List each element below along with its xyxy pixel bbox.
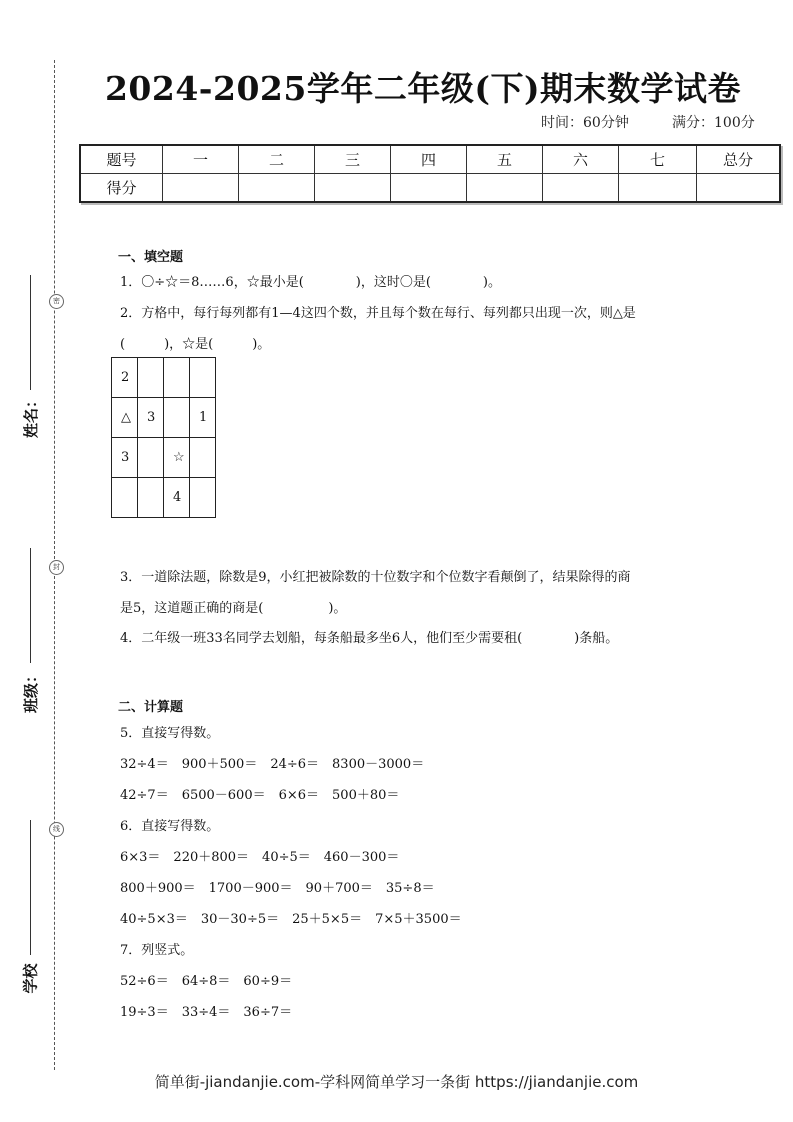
question-7-row-1: 52÷6＝ 64÷8＝ 60÷9＝ bbox=[120, 974, 293, 989]
score-table-score-row bbox=[80, 174, 780, 203]
score-cell[interactable] bbox=[239, 174, 315, 203]
question-2-line-2: ( )，☆是( )。 bbox=[120, 337, 271, 352]
school-label: 学校 bbox=[21, 963, 40, 994]
grid-cell: 3 bbox=[138, 398, 164, 438]
question-7-row-2: 19÷3＝ 33÷4＝ 36÷7＝ bbox=[120, 1005, 293, 1020]
score-cell[interactable] bbox=[163, 174, 239, 203]
grid-cell bbox=[112, 478, 138, 518]
question-5-row-2: 42÷7＝ 6500－600＝ 6×6＝ 500＋80＝ bbox=[120, 788, 400, 803]
score-cell[interactable] bbox=[543, 174, 619, 203]
score-col-6: 六 bbox=[543, 145, 619, 174]
section-2-heading: 二、计算题 bbox=[118, 700, 184, 715]
grid-cell bbox=[190, 358, 216, 398]
grid-cell: 4 bbox=[164, 478, 190, 518]
score-cell[interactable] bbox=[391, 174, 467, 203]
score-col-2: 二 bbox=[239, 145, 315, 174]
score-header-label: 题号 bbox=[80, 145, 163, 174]
name-blank-line bbox=[30, 275, 31, 390]
grid-row bbox=[112, 478, 216, 518]
question-5: 5．直接写得数。 bbox=[120, 726, 220, 741]
question-5-row-1: 32÷4＝ 900＋500＝ 24÷6＝ 8300－3000＝ bbox=[120, 757, 425, 772]
question-1: 1．〇÷☆＝8……6，☆最小是( )，这时〇是( )。 bbox=[120, 275, 501, 290]
school-blank-line bbox=[30, 820, 31, 955]
question-2-line-1: 2．方格中，每行每列都有1—4这四个数，并且每个数在每行、每列都只出现一次，则△是 bbox=[120, 306, 636, 321]
score-cell[interactable] bbox=[619, 174, 697, 203]
question-6-row-1: 6×3＝ 220＋800＝ 40÷5＝ 460－300＝ bbox=[120, 850, 400, 865]
exam-time: 时间：60分钟 bbox=[541, 115, 629, 131]
question-4: 4．二年级一班33名同学去划船，每条船最多坐6人，他们至少需要租( )条船。 bbox=[120, 631, 619, 646]
grid-cell: ☆ bbox=[164, 438, 190, 478]
grid-cell bbox=[164, 398, 190, 438]
question-6-row-3: 40÷5×3＝ 30－30÷5＝ 25＋5×5＝ 7×5＋3500＝ bbox=[120, 912, 462, 927]
grid-cell bbox=[138, 438, 164, 478]
class-label: 班级： bbox=[22, 667, 41, 714]
seal-mark-feng: 封 bbox=[49, 560, 64, 575]
grid-cell: 2 bbox=[112, 358, 138, 398]
score-col-7: 七 bbox=[619, 145, 697, 174]
score-col-5: 五 bbox=[467, 145, 543, 174]
score-col-1: 一 bbox=[163, 145, 239, 174]
grid-cell bbox=[164, 358, 190, 398]
score-col-4: 四 bbox=[391, 145, 467, 174]
score-cell[interactable] bbox=[315, 174, 391, 203]
grid-cell bbox=[190, 478, 216, 518]
score-row-label: 得分 bbox=[80, 174, 163, 203]
seal-mark-xian: 线 bbox=[49, 822, 64, 837]
page-title: 2024-2025学年二年级(下)期末数学试卷 bbox=[104, 69, 742, 108]
score-cell[interactable] bbox=[467, 174, 543, 203]
score-col-total: 总分 bbox=[697, 145, 781, 174]
section-1-heading: 一、填空题 bbox=[118, 250, 184, 265]
grid-row bbox=[112, 398, 216, 438]
score-table bbox=[79, 144, 781, 203]
name-label: 姓名： bbox=[22, 392, 41, 439]
footer-watermark: 简单街-jiandanjie.com-学科网简单学习一条街 https://jiandanjie.com bbox=[154, 1073, 639, 1091]
grid-row bbox=[112, 358, 216, 398]
question-6-row-2: 800＋900＝ 1700－900＝ 90＋700＝ 35÷8＝ bbox=[120, 881, 435, 896]
class-blank-line bbox=[30, 548, 31, 663]
number-grid bbox=[111, 357, 216, 518]
grid-cell bbox=[138, 478, 164, 518]
score-table-header-row bbox=[80, 145, 780, 174]
grid-cell: 3 bbox=[112, 438, 138, 478]
question-3-line-2: 是5，这道题正确的商是( )。 bbox=[120, 601, 347, 616]
full-score: 满分：100分 bbox=[672, 115, 755, 131]
score-cell[interactable] bbox=[697, 174, 781, 203]
question-3-line-1: 3．一道除法题，除数是9，小红把被除数的十位数字和个位数字看颠倒了，结果除得的商 bbox=[120, 570, 631, 585]
grid-cell bbox=[190, 438, 216, 478]
seal-mark-mi: 密 bbox=[49, 294, 64, 309]
score-col-3: 三 bbox=[315, 145, 391, 174]
question-6: 6．直接写得数。 bbox=[120, 819, 220, 834]
grid-cell bbox=[138, 358, 164, 398]
grid-row bbox=[112, 438, 216, 478]
question-7: 7．列竖式。 bbox=[120, 943, 194, 958]
grid-cell: △ bbox=[112, 398, 138, 438]
grid-cell: 1 bbox=[190, 398, 216, 438]
